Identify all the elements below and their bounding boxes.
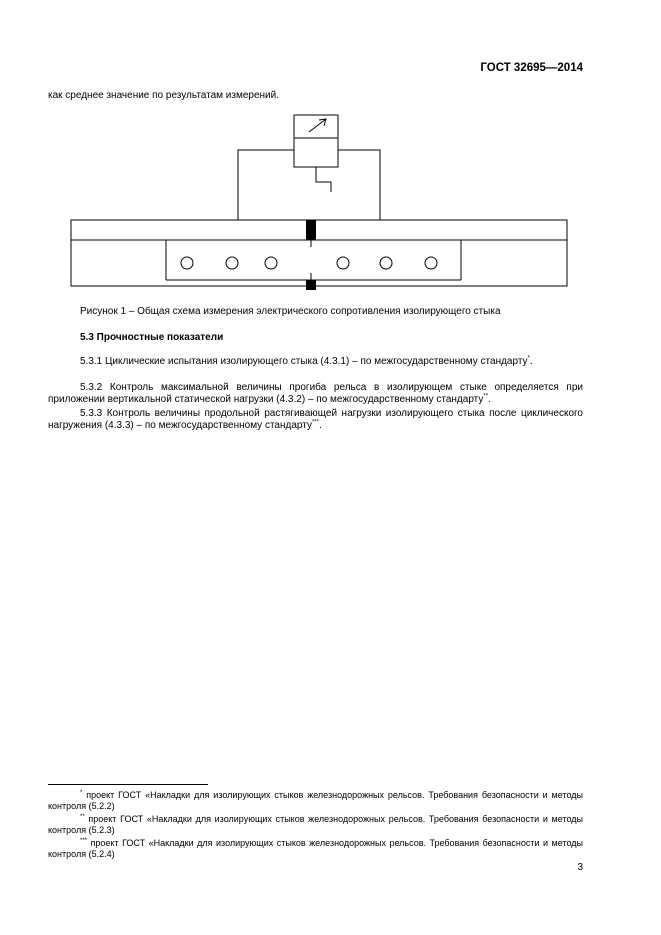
footnote-divider <box>48 784 208 785</box>
left-wire <box>238 150 294 220</box>
right-wire <box>338 150 380 220</box>
figure-caption: Рисунок 1 – Общая схема измерения электрического сопротивления изолирующего стыка <box>80 306 501 317</box>
insulating-gap-lower <box>306 280 316 290</box>
bolt-hole <box>425 257 437 269</box>
bolt-hole <box>337 257 349 269</box>
paragraph-5-3-3: 5.3.3 Контроль величины продольной растягивающей нагрузки изолирующего стыка после циклического нагружения (4.3.3) – по межгосударственному стандарту***. <box>48 408 583 431</box>
rail-body <box>71 240 567 286</box>
page-number: 3 <box>577 862 583 873</box>
footnote: ** проект ГОСТ «Накладки для изолирующих стыков железнодорожных рельсов. Требования безопасности и методы контроля (5.2.3) <box>48 814 583 835</box>
document-code: ГОСТ 32695—2014 <box>480 62 583 74</box>
footnote: * проект ГОСТ «Накладки для изолирующих стыков железнодорожных рельсов. Требования безопасности и методы контроля (5.2.2) <box>48 790 583 811</box>
callout-leader <box>316 167 331 192</box>
rail-top <box>71 220 567 240</box>
paragraph-5-3-2: 5.3.2 Контроль максимальной величины прогиба рельса в изолирующем стыке определяется при приложении вертикальной статической нагрузки (4.3.2) – по межгосударственному стандарту**. <box>48 382 583 405</box>
insulating-gap <box>306 220 316 240</box>
bolt-hole <box>181 257 193 269</box>
bolt-hole <box>265 257 277 269</box>
meter-box <box>294 115 338 167</box>
measurement-diagram <box>66 112 572 298</box>
bolt-hole <box>380 257 392 269</box>
paragraph-5-3-1: 5.3.1 Циклические испытания изолирующего стыка (4.3.1) – по межгосударственному стандарту*. <box>80 355 533 367</box>
intro-text: как среднее значение по результатам измерений. <box>48 90 280 101</box>
section-title: 5.3 Прочностные показатели <box>80 332 224 343</box>
footnote: *** проект ГОСТ «Накладки для изолирующих стыков железнодорожных рельсов. Требования безопасности и методы контроля (5.2.4) <box>48 838 583 859</box>
meter-arrow <box>309 119 326 132</box>
bolt-hole <box>226 257 238 269</box>
